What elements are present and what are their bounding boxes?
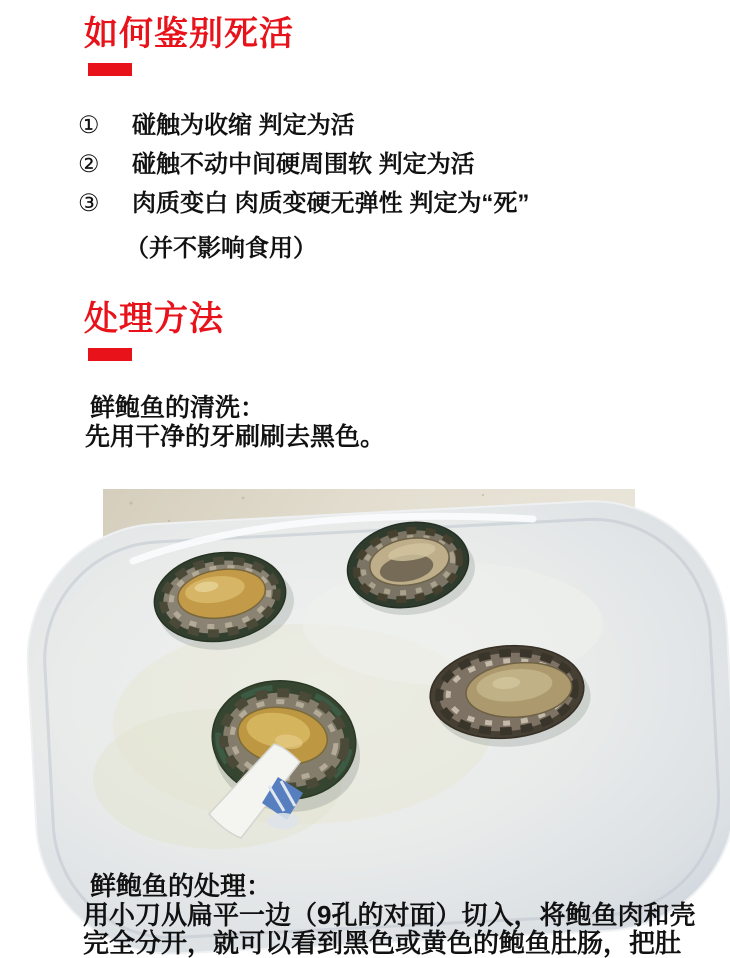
red-dash-divider (88, 63, 132, 76)
abalone-plate-illustration (103, 489, 635, 829)
section-title-identify: 如何鉴别死活 (84, 15, 294, 53)
list-item (78, 191, 730, 217)
circled-number: ② (78, 151, 100, 178)
list-item-text: 碰触为收缩 判定为活 (132, 112, 355, 139)
wash-body: 先用干净的牙刷刷去黑色。 (85, 423, 386, 451)
red-dash-divider (88, 348, 132, 361)
circled-number: ① (78, 112, 100, 139)
product-detail-page (0, 14, 730, 958)
circled-number: ③ (78, 190, 100, 217)
list-item (78, 152, 730, 178)
list-item (78, 113, 730, 139)
section-title-process: 处理方法 (84, 300, 224, 338)
wash-title: 鲜鲍鱼的清洗： (90, 394, 266, 422)
list-item-text: 碰触不动中间硬周围软 判定为活 (132, 151, 475, 178)
process-line-1: 用小刀从扁平一边（9孔的对面）切入，将鲍鱼肉和壳 (83, 900, 696, 930)
abalone-plate-photo (103, 489, 635, 829)
list-item-text: 肉质变白 肉质变硬无弹性 判定为“死” (132, 190, 530, 217)
wash-instructions (85, 394, 730, 452)
process-line-2: 完全分开，就可以看到黑色或黄色的鲍鱼肚肠，把肚 (83, 928, 682, 958)
identify-list (78, 113, 730, 217)
list-item-continuation: （并不影响食用） (125, 235, 317, 262)
process-title: 鲜鲍鱼的处理： (90, 871, 273, 901)
toothbrush-bristles-white (267, 813, 299, 829)
